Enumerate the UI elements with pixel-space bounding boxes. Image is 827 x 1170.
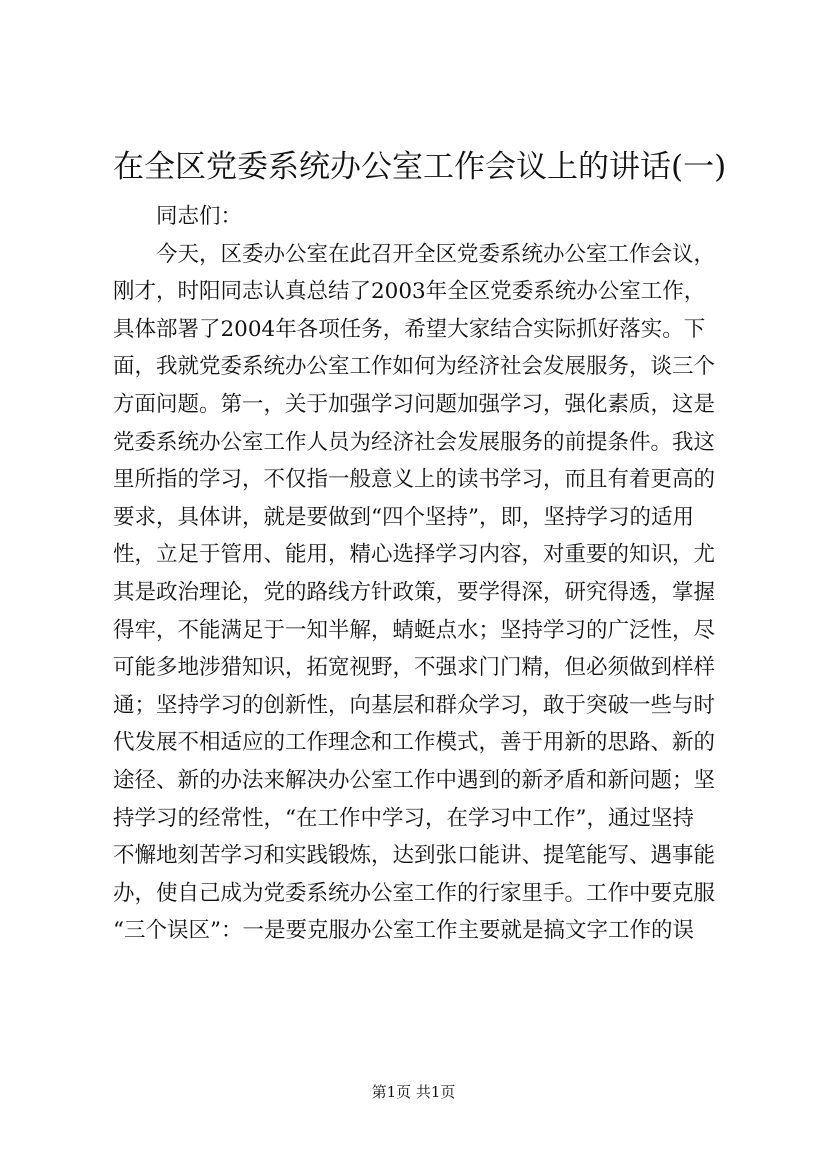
paragraph-line: 得牢，不能满足于一知半解，蜻蜓点水；坚持学习的广泛性，尽: [113, 617, 716, 643]
paragraph-line: 要求，具体讲，就是要做到“四个坚持”，即，坚持学习的适用: [113, 504, 694, 530]
paragraph-line: 性，立足于管用、能用，精心选择学习内容，对重要的知识，尤: [113, 542, 716, 568]
paragraph-line: 其是政治理论，党的路线方针政策，要学得深，研究得透，掌握: [113, 579, 716, 605]
paragraph-line: 途径、新的办法来解决办公室工作中遇到的新矛盾和新问题；坚: [113, 767, 716, 793]
document-title: 在全区党委系统办公室工作会议上的讲话(一): [113, 149, 727, 185]
paragraph-line: “三个误区”：一是要克服办公室工作主要就是搞文字工作的误: [113, 918, 694, 944]
paragraph-line: 代发展不相适应的工作理念和工作模式，善于用新的思路、新的: [113, 730, 716, 756]
paragraph-line: 里所指的学习，不仅指一般意义上的读书学习，而且有着更高的: [113, 467, 716, 493]
page-number-footer: 第1页 共1页: [371, 1083, 456, 1101]
paragraph-line: 持学习的经常性，“在工作中学习，在学习中工作”，通过坚持: [113, 805, 694, 831]
paragraph-line: 今天，区委办公室在此召开全区党委系统办公室工作会议，: [156, 241, 716, 267]
paragraph-line: 刚才，时阳同志认真总结了2003年全区党委系统办公室工作，: [113, 279, 706, 305]
paragraph-line: 可能多地涉猎知识，拓宽视野，不强求门门精，但必须做到样样: [113, 655, 716, 681]
salutation: 同志们：: [156, 204, 243, 229]
paragraph-line: 党委系统办公室工作人员为经济社会发展服务的前提条件。我这: [113, 429, 716, 455]
paragraph-line: 办，使自己成为党委系统办公室工作的行家里手。工作中要克服: [113, 880, 716, 906]
paragraph-line: 不懈地刻苦学习和实践锻炼，达到张口能讲、提笔能写、遇事能: [113, 843, 716, 869]
document-body: [113, 198, 725, 950]
paragraph-line: 通；坚持学习的创新性，向基层和群众学习，敢于突破一些与时: [113, 692, 716, 718]
paragraph-line: 面，我就党委系统办公室工作如何为经济社会发展服务，谈三个: [113, 354, 716, 380]
paragraph-line: 具体部署了2004年各项任务，希望大家结合实际抓好落实。下: [113, 316, 706, 342]
paragraph-line: 方面问题。第一，关于加强学习问题加强学习，强化素质，这是: [113, 391, 716, 417]
